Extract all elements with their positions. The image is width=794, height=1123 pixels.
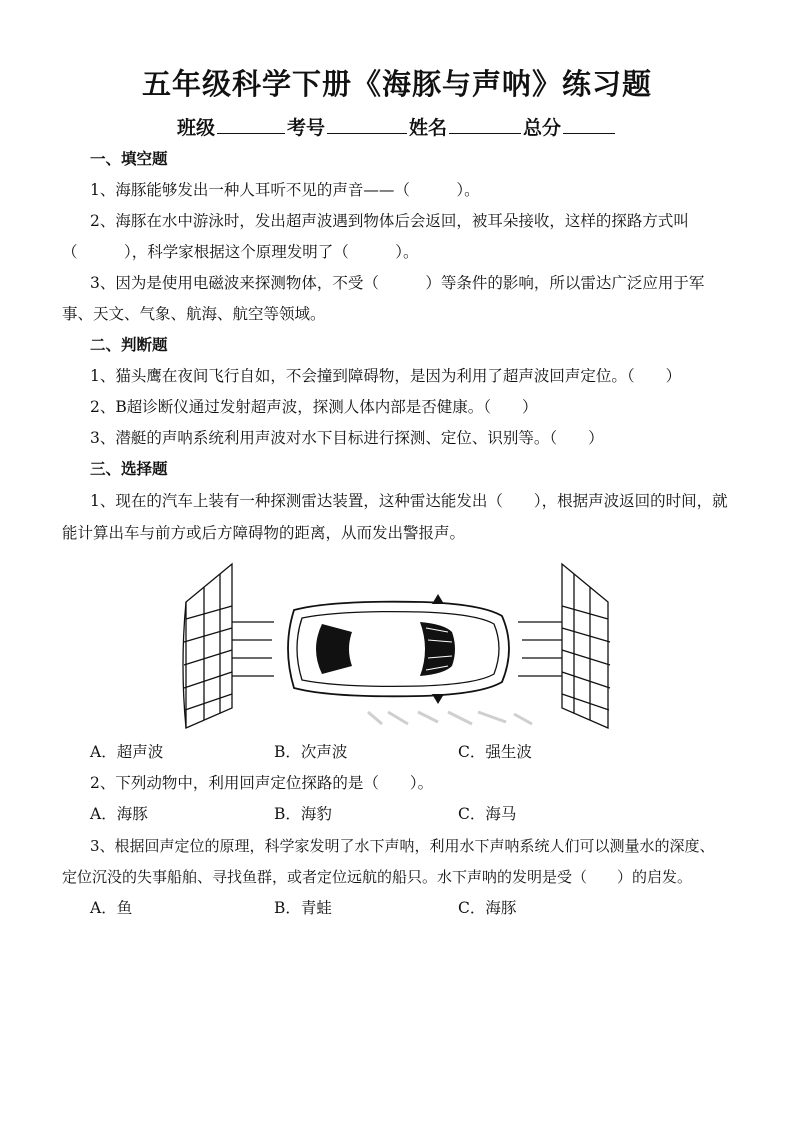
- front-radar-zone: [562, 564, 608, 728]
- section-choice-heading: 三、选择题: [90, 460, 168, 478]
- choice-q2-options: [90, 799, 516, 830]
- side-mirror-bottom: [432, 694, 444, 704]
- choice-q2-option-c[interactable]: C．海马: [458, 805, 517, 823]
- side-mirror-top: [432, 594, 444, 604]
- fill-blank-q2-line1: 2、海豚在水中游泳时，发出超声波遇到物体后会返回，被耳朵接收，这样的探路方式叫: [90, 212, 689, 230]
- judgement-q3: 3、潜艇的声呐系统利用声波对水下目标进行探测、定位、识别等。（ ）: [90, 429, 604, 447]
- exam-number-blank[interactable]: [327, 115, 407, 134]
- exam-number-label: 考号: [286, 117, 325, 139]
- section-fill-blank-heading: 一、填空题: [90, 150, 168, 168]
- car-radar-illustration: [182, 562, 612, 738]
- rear-radar-zone: [186, 564, 232, 728]
- choice-q3-line1: 3、根据回声定位的原理，科学家发明了水下声呐，利用水下声呐系统人们可以测量水的深度、: [90, 837, 715, 855]
- student-info-line: [0, 113, 794, 140]
- judgement-q1: 1、猫头鹰在夜间飞行自如，不会撞到障碍物，是因为利用了超声波回声定位。（ ）: [90, 367, 682, 385]
- total-score-blank[interactable]: [563, 115, 615, 134]
- section-judgement-heading: 二、判断题: [90, 336, 168, 354]
- choice-q3-option-a[interactable]: A．鱼: [90, 899, 133, 917]
- total-score-label: 总分: [523, 117, 562, 139]
- choice-q3-option-c[interactable]: C．海豚: [458, 899, 517, 917]
- fill-blank-q2-line2: （ ），科学家根据这个原理发明了（ ）。: [62, 243, 419, 261]
- choice-q1-line1: 1、现在的汽车上装有一种探测雷达装置，这种雷达能发出（ ），根据声波返回的时间，就: [90, 492, 728, 510]
- name-blank[interactable]: [449, 115, 521, 134]
- choice-q1-option-c[interactable]: C．强生波: [458, 743, 532, 761]
- rear-window: [316, 624, 352, 674]
- page-title: 五年级科学下册《海豚与声呐》练习题: [141, 67, 652, 101]
- choice-q1-options: [90, 737, 532, 768]
- choice-q2-option-b[interactable]: B．海豹: [274, 805, 332, 823]
- fill-blank-q3-line1: 3、因为是使用电磁波来探测物体，不受（ ）等条件的影响，所以雷达广泛应用于军: [90, 274, 705, 292]
- fill-blank-q3-line2: 事、天文、气象、航海、航空等领域。: [62, 305, 326, 323]
- faded-marks: [368, 712, 532, 724]
- choice-q2-option-a[interactable]: A．海豚: [90, 805, 148, 823]
- choice-q3-line2: 定位沉没的失事船舶、寻找鱼群，或者定位远航的船只。水下声呐的发明是受（ ）的启发。: [62, 868, 693, 886]
- choice-q1-option-a[interactable]: A．超声波: [90, 743, 164, 761]
- choice-q1-line2: 能计算出车与前方或后方障碍物的距离，从而发出警报声。: [62, 524, 466, 542]
- fill-blank-q1: 1、海豚能够发出一种人耳听不见的声音——（ ）。: [90, 181, 480, 199]
- class-blank[interactable]: [217, 115, 285, 134]
- choice-q1-option-b[interactable]: B．次声波: [274, 743, 348, 761]
- name-label: 姓名: [409, 117, 448, 139]
- judgement-q2: 2、B超诊断仪通过发射超声波，探测人体内部是否健康。（ ）: [90, 398, 538, 416]
- choice-q3-options: [90, 893, 516, 924]
- choice-q2: 2、下列动物中，利用回声定位探路的是（ ）。: [90, 774, 434, 792]
- class-label: 班级: [176, 117, 215, 139]
- choice-q3-option-b[interactable]: B．青蛙: [274, 899, 332, 917]
